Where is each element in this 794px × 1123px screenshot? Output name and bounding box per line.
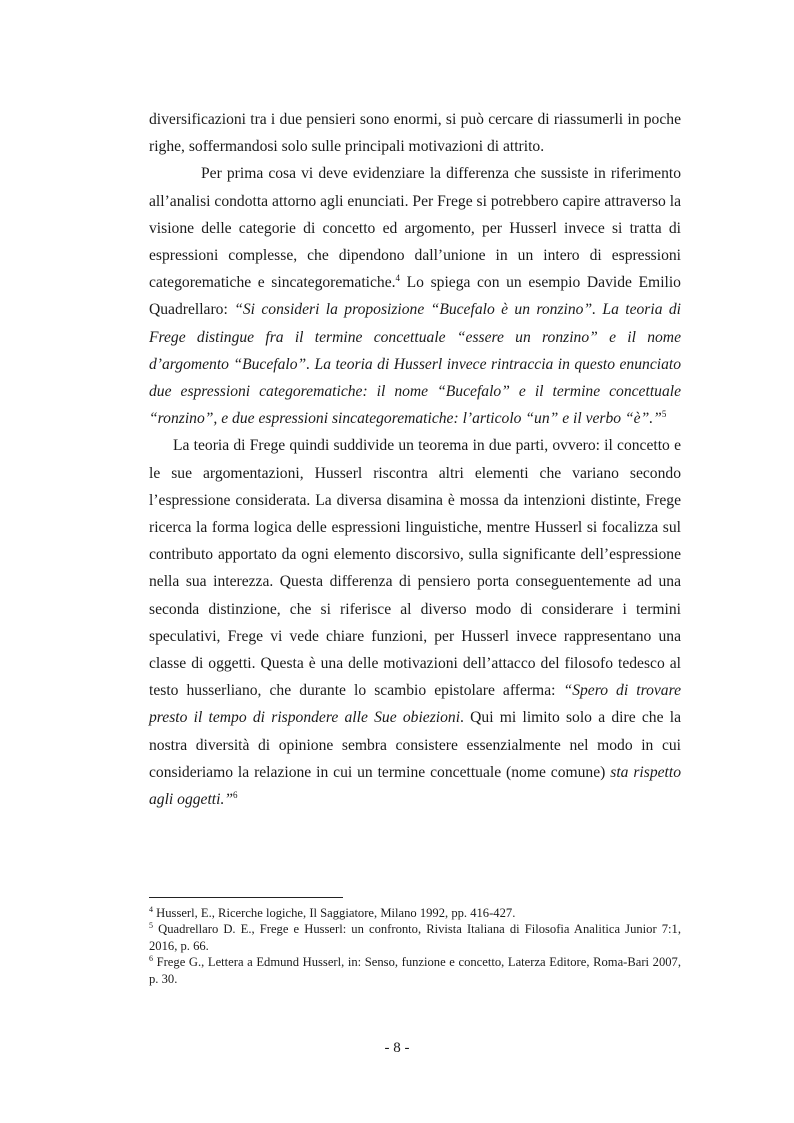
main-text bbox=[149, 106, 681, 813]
footnote-ref-4: 4 bbox=[395, 273, 401, 284]
footnotes bbox=[149, 905, 681, 987]
paragraph-3: La teoria di Frege quindi suddivide un teorema in due parti, ovvero: il concetto e le sue argomentazioni, Husserl riscontra altri elementi che variano secondo l’espressione considerata. La diversa disamina è mossa da intenzioni distinte, Frege ricerca la forma logica delle espressioni linguistiche, mentre Husserl si focalizza sul contributo apportato da ogni elemento discorsivo, sulla significante dell’espressione nella sua interezza. Questa differenza di pensiero porta conseguentemente ad una seconda distinzione, che si riferisce al diverso modo di considerare i termini speculativi, Frege vi vede chiare funzioni, per Husserl invece rappresentano una classe di oggetti. Questa è una delle motivazioni dell’attacco del filosofo tedesco al testo husserliano, che durante lo scambio epistolare afferma: “Spero di trovare presto il tempo di rispondere alle Sue obiezioni. Qui mi limito solo a dire che la nostra diversità di opinione sembra consistere essenzialmente nel modo in cui consideriamo la relazione in cui un termine concettuale (nome comune) sta rispetto agli oggetti.”$^6$ bbox=[149, 437, 682, 809]
footnote-5: $^5$ Quadrellaro D. E., Frege e Husserl: un confronto, Rivista Italiana di Filosofia Analitica Junior 7:1, 2016, p. 66. bbox=[149, 921, 681, 953]
quote-frege-a: “Spero di trovare presto il tempo di rispondere alle Sue obiezioni bbox=[149, 682, 681, 727]
footnote-6: $^6$ Frege G., Lettera a Edmund Husserl, in: Senso, funzione e concetto, Laterza Editore, Roma-Bari 2007, p. 30. bbox=[149, 954, 681, 986]
page-number: - 8 - bbox=[384, 1040, 410, 1056]
footnote-ref-6: 6 bbox=[233, 789, 238, 800]
quote-frege-c: sta rispetto agli oggetti.” bbox=[149, 763, 682, 809]
quote-quadrellaro: “Si consideri la proposizione “Bucefalo è un ronzino”. La teoria di Frege distingue fra il termine concettuale “essere un ronzino” e il nome d’argomento “Bucefalo”. La teoria di Husserl invece rintraccia in questo enunciato due espressioni categorematiche: il nome “Bucefalo” e il termine concettuale “ronzino”, e due espressioni sincategorematiche: l’articolo “un” e il verbo “è”.” bbox=[149, 301, 681, 428]
footnote-ref-5: 5 bbox=[661, 409, 667, 420]
footnote-divider bbox=[149, 897, 343, 898]
footnote-4: $^4$ Husserl, E., Ricerche logiche, Il Saggiatore, Milano 1992, pp. 416-427. bbox=[149, 904, 516, 920]
paragraph-1: diversificazioni tra i due pensieri sono enormi, si può cercare di riassumerli in poche righe, soffermandosi solo sulle principali motivazioni di attrito. bbox=[149, 111, 681, 156]
paragraph-2: Per prima cosa vi deve evidenziare la differenza che sussiste in riferimento all’analisi condotta attorno agli enunciati. Per Frege si potrebbero capire attraverso la visione delle categorie di concetto ed argomento, per Husserl invece si tratta di espressioni complesse, che dipendono dall’unione in un intero di espressioni categorematiche e sincategorematiche.$^4$ Lo spiega con un esempio Davide Emilio Quadrellaro: “Si consideri la proposizione “Bucefalo è un ronzino”. La teoria di Frege distingue fra il termine concettuale “essere un ronzino” e il nome d’argomento “Bucefalo”. La teoria di Husserl invece rintraccia in questo enunciato due espressioni categorematiche: il nome “Bucefalo” e il termine concettuale “ronzino”, e due espressioni sincategorematiche: l’articolo “un” e il verbo “è”.”$^5$ bbox=[149, 165, 681, 428]
quote-frege-b: . Qui mi limito solo a dire che la nostra diversità di opinione sembra consistere essenzialmente nel modo in cui consideriamo la relazione in cui un termine concettuale (nome comune) bbox=[149, 709, 681, 781]
